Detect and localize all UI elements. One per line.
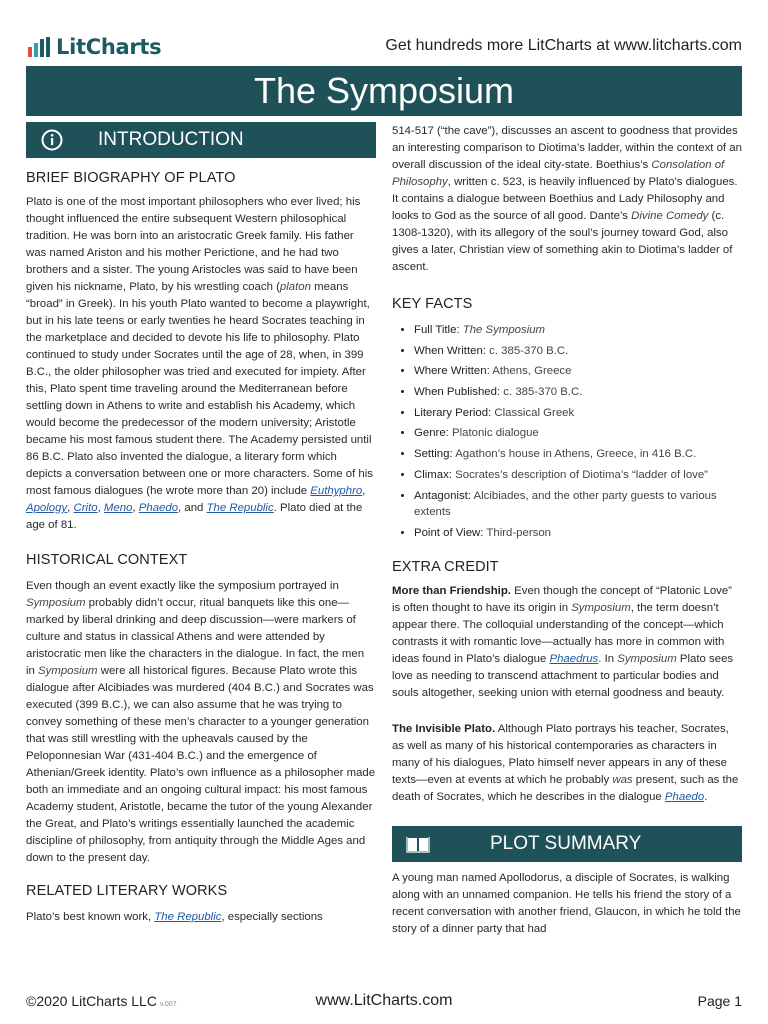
introduction-label: INTRODUCTION xyxy=(98,129,244,150)
plot-summary-text: A young man named Apollodorus, a disciple of Socrates, is walking along with an unnamed companion. He tells his friend the story of a recent conversation with another friend, Glaucon, in which he told the story of a dinner party that had xyxy=(392,872,741,936)
link-phaedrus[interactable]: Phaedrus xyxy=(549,653,599,666)
link-the-republic-related[interactable]: The Republic xyxy=(154,911,222,923)
extra-credit-friendship: More than Friendship. Even though the concept of “Platonic Love” is often thought to have its origin in Symposium, the term doesn’t appear there. The colloquial understanding of the concept—which contrasts it with romantic love—actually has more in common with ideas found in Plato’s dialogue Phaedrus. In Symposium Plato sees love as needing to transcend attachment to particular bodies and souls altogether, seeking union with eternal goodness and beauty. xyxy=(392,585,734,700)
biography-heading: BRIEF BIOGRAPHY OF PLATO xyxy=(26,170,236,186)
footer-page-number: Page 1 xyxy=(697,993,742,1009)
plot-summary-banner xyxy=(392,826,742,862)
historical-context-heading: HISTORICAL CONTEXT xyxy=(26,552,188,568)
key-fact-item: • Setting: Agathon’s house in Athens, Greece, in 416 B.C. xyxy=(414,446,742,463)
key-fact-item: • Climax: Socrates’s description of Diotima’s “ladder of love” xyxy=(414,467,742,484)
historical-context-text: Even though an event exactly like the symposium portrayed in Symposium probably didn’t occur, ritual banquets like this one—marked by liberal drinking and deep discussion—were markers of culture and status in classical Athens and were attended by aristocratic men like the characters in the dialogue. In fact, the men in Symposium were all historical figures. Because Plato wrote this dialogue after Alcibiades was murdered (404 B.C.) and Socrates was executed (399 B.C.), we can also assume that he was trying to convey something of these men’s character to a younger generation that was still wrestling with the upheavals caused by the Peloponnesian War (431-404 B.C.) and the emergence of Athenian/Greek identity. Plato’s own influence as a philosopher made both an immediate and an ongoing cultural impact: his most famous Academy student, Aristotle, became the tutor of the young Alexander the Great, and Plato’s writings essentially launched the academic discipline of philosophy, from antiquity through the Middle Ages and down to the present day. xyxy=(26,580,376,864)
key-facts-list xyxy=(392,322,742,541)
footer-site-link[interactable]: www.LitCharts.com xyxy=(315,992,453,1009)
brand-name: LitCharts xyxy=(56,35,162,59)
link-phaedo-extra[interactable]: Phaedo xyxy=(664,791,705,804)
key-facts-heading: KEY FACTS xyxy=(392,296,473,312)
related-works-heading: RELATED LITERARY WORKS xyxy=(26,883,228,899)
plot-summary-label: PLOT SUMMARY xyxy=(490,833,642,855)
footer-copyright: ©2020 LitCharts LLC v.007 xyxy=(26,993,177,1009)
info-icon xyxy=(26,129,78,151)
key-fact-item: • Literary Period: Classical Greek xyxy=(414,405,742,422)
left-column xyxy=(26,122,376,926)
link-crito[interactable]: Crito xyxy=(73,502,98,514)
link-apology[interactable]: Apology xyxy=(26,502,68,514)
key-fact-item: • Point of View: Third-person xyxy=(414,525,742,542)
related-works-text-start: Plato’s best known work, The Republic, especially sections xyxy=(26,911,323,923)
key-fact-item: • When Written: c. 385-370 B.C. xyxy=(414,343,742,360)
logo-bars-icon xyxy=(28,37,50,57)
link-phaedo[interactable]: Phaedo xyxy=(138,502,179,514)
biography-text: Plato is one of the most important philosophers who ever lived; his thought influenced the entire subsequent Western philosophical tradition. He was born into an aristocratic Greek family. His father was named Ariston and his mother Perictione, and he had two brothers and a sister. The young Aristocles was said to have been given his nickname, Plato, by his wrestling coach (platon means “broad” in Greek). In his youth Plato wanted to become a playwright, but in his late teens or early twenties he heard Socrates teaching in the marketplace and decided to devote his life to philosophy. Plato continued to study under Socrates until the age of 28, when, in 399 B.C., the older philosopher was tried and executed for impiety. After this, Plato spent time traveling around the Mediterranean before settling down in Athens to write and establish his Academy, which would become the predecessor of the modern university; Aristotle became his most famous student there. The Academy persisted until 86 B.C. Plato also invented the dialogue, a literary form which depicts a conversation between one or more characters. Some of his most famous dialogues (he wrote more than 20) include Euthyphro, Apology, Crito, Meno, Phaedo, and The Republic. Plato died at the age of 81. xyxy=(26,196,373,531)
link-meno[interactable]: Meno xyxy=(103,502,133,514)
key-fact-item: • When Published: c. 385-370 B.C. xyxy=(414,384,742,401)
key-fact-item: • Where Written: Athens, Greece xyxy=(414,363,742,380)
key-fact-item: • Full Title: The Symposium xyxy=(414,322,742,339)
link-the-republic[interactable]: The Republic xyxy=(206,502,274,514)
header-tagline: Get hundreds more LitCharts at www.litcharts.com xyxy=(385,37,742,54)
link-euthyphro[interactable]: Euthyphro xyxy=(310,485,363,497)
litcharts-logo[interactable] xyxy=(28,34,161,60)
right-column xyxy=(392,123,742,938)
key-fact-item: • Genre: Platonic dialogue xyxy=(414,425,742,442)
key-fact-item: • Antagonist: Alcibiades, and the other party guests to various extents xyxy=(414,488,742,521)
introduction-banner xyxy=(26,122,376,158)
extra-credit-invisible-plato: The Invisible Plato. Although Plato portrays his teacher, Socrates, as well as many of his historical contemporaries as characters in many of his dialogues, Plato himself never appears in any of these texts—even at events at which he probably was present, such as the death of Socrates, which he describes in the dialogue Phaedo. xyxy=(392,723,739,804)
page-title: The Symposium xyxy=(26,66,742,116)
related-works-text-cont: 514-517 (“the cave”), discusses an ascent to goodness that provides an interesting comparison to Diotima’s ladder, within the context of an overall discussion of the ideal city-state. Boethius’s Consolation of Philosophy, written c. 523, is heavily influenced by Plato’s dialogues. It contains a dialogue between Boethius and Lady Philosophy and looks to God as the source of all good. Dante’s Divine Comedy (c. 1308-1320), with its allegory of the soul’s journey toward God, also gives a later, Christian view of something akin to Diotima’s ladder of ascent. xyxy=(392,125,742,273)
extra-credit-heading: EXTRA CREDIT xyxy=(392,559,499,576)
book-icon xyxy=(392,835,444,853)
